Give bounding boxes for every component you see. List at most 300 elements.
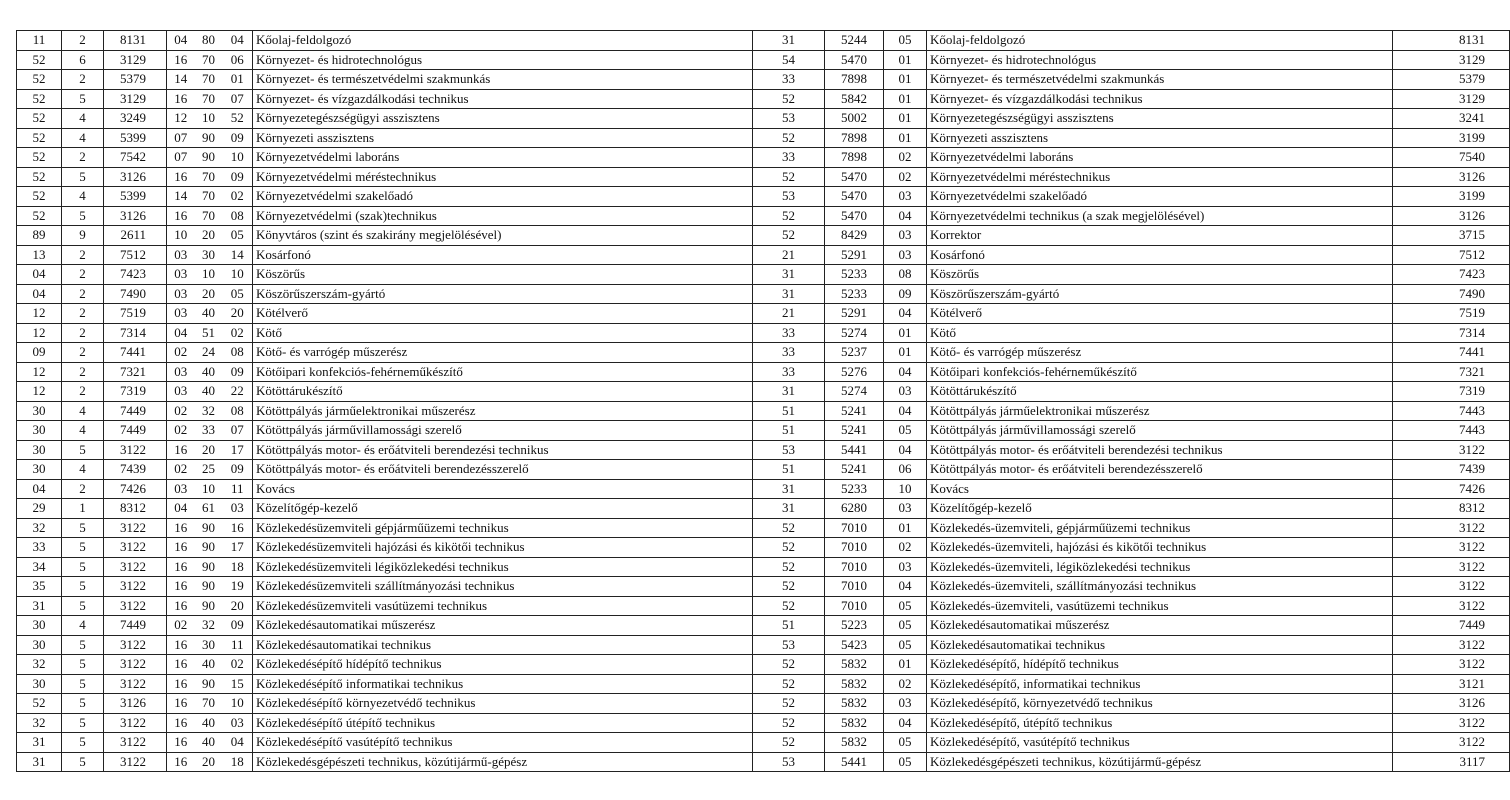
okj-code-cell: 5470 bbox=[825, 167, 884, 187]
group-code-cell: 31 bbox=[17, 752, 62, 772]
okj-occupation-name-cell: Környezetvédelmi laboráns bbox=[927, 148, 1393, 168]
sub-a-cell: 02 bbox=[167, 460, 195, 480]
okj-level-cell: 52 bbox=[753, 713, 825, 733]
feor-new-code-cell: 7490 bbox=[1393, 284, 1510, 304]
group-code-cell: 29 bbox=[17, 499, 62, 519]
sub-c-cell: 09 bbox=[223, 460, 253, 480]
occupation-name-cell: Közlekedésüzemviteli gépjárműüzemi technikus bbox=[253, 518, 753, 538]
sub-a-cell: 04 bbox=[167, 323, 195, 343]
okj-sub-cell: 03 bbox=[884, 226, 927, 246]
sub-c-cell: 03 bbox=[223, 713, 253, 733]
okj-code-cell: 5470 bbox=[825, 187, 884, 207]
occupation-name-cell: Közlekedésüzemviteli hajózási és kikötői technikus bbox=[253, 538, 753, 558]
group-code-cell: 30 bbox=[17, 635, 62, 655]
occupation-name-cell: Közlekedésépítő környezetvédő technikus bbox=[253, 694, 753, 714]
sub-c-cell: 06 bbox=[223, 50, 253, 70]
okj-occupation-name-cell: Közlekedésgépészeti technikus, közútijármű-gépész bbox=[927, 752, 1393, 772]
occupation-name-cell: Közlekedésépítő vasútépítő technikus bbox=[253, 733, 753, 753]
group-code-cell: 52 bbox=[17, 694, 62, 714]
group-code-cell: 04 bbox=[17, 265, 62, 285]
okj-sub-cell: 10 bbox=[884, 479, 927, 499]
level-code-cell: 5 bbox=[62, 713, 104, 733]
table-row bbox=[17, 421, 1510, 441]
okj-sub-cell: 01 bbox=[884, 343, 927, 363]
feor-code-cell: 3126 bbox=[104, 694, 167, 714]
okj-sub-cell: 02 bbox=[884, 674, 927, 694]
group-code-cell: 89 bbox=[17, 226, 62, 246]
sub-b-cell: 20 bbox=[195, 752, 223, 772]
okj-occupation-name-cell: Környezet- és természetvédelmi szakmunkás bbox=[927, 70, 1393, 90]
sub-c-cell: 22 bbox=[223, 382, 253, 402]
table-row bbox=[17, 674, 1510, 694]
table-row bbox=[17, 70, 1510, 90]
okj-sub-cell: 03 bbox=[884, 245, 927, 265]
table-row bbox=[17, 596, 1510, 616]
okj-code-cell: 5244 bbox=[825, 31, 884, 51]
group-code-cell: 04 bbox=[17, 284, 62, 304]
okj-code-cell: 7010 bbox=[825, 518, 884, 538]
okj-level-cell: 51 bbox=[753, 616, 825, 636]
level-code-cell: 5 bbox=[62, 655, 104, 675]
okj-level-cell: 31 bbox=[753, 265, 825, 285]
occupation-name-cell: Kötő- és varrógép műszerész bbox=[253, 343, 753, 363]
feor-new-code-cell: 3122 bbox=[1393, 440, 1510, 460]
group-code-cell: 12 bbox=[17, 362, 62, 382]
level-code-cell: 5 bbox=[62, 577, 104, 597]
feor-new-code-cell: 3122 bbox=[1393, 713, 1510, 733]
table-row bbox=[17, 557, 1510, 577]
sub-b-cell: 80 bbox=[195, 31, 223, 51]
occupation-name-cell: Kötöttpályás motor- és erőátviteli berendezésszerelő bbox=[253, 460, 753, 480]
feor-new-code-cell: 3122 bbox=[1393, 655, 1510, 675]
okj-code-cell: 5233 bbox=[825, 284, 884, 304]
occupation-name-cell: Kötöttárukészítő bbox=[253, 382, 753, 402]
okj-occupation-name-cell: Közlekedésautomatikai technikus bbox=[927, 635, 1393, 655]
group-code-cell: 52 bbox=[17, 109, 62, 129]
level-code-cell: 2 bbox=[62, 70, 104, 90]
table-row bbox=[17, 362, 1510, 382]
table-row bbox=[17, 713, 1510, 733]
okj-level-cell: 33 bbox=[753, 323, 825, 343]
sub-b-cell: 70 bbox=[195, 187, 223, 207]
okj-code-cell: 5237 bbox=[825, 343, 884, 363]
level-code-cell: 5 bbox=[62, 167, 104, 187]
okj-code-cell: 5241 bbox=[825, 401, 884, 421]
group-code-cell: 52 bbox=[17, 167, 62, 187]
feor-code-cell: 7423 bbox=[104, 265, 167, 285]
table-row bbox=[17, 460, 1510, 480]
sub-c-cell: 17 bbox=[223, 538, 253, 558]
occupation-name-cell: Köszörűs bbox=[253, 265, 753, 285]
okj-level-cell: 31 bbox=[753, 479, 825, 499]
sub-a-cell: 02 bbox=[167, 421, 195, 441]
feor-code-cell: 7449 bbox=[104, 616, 167, 636]
table-row bbox=[17, 109, 1510, 129]
sub-a-cell: 07 bbox=[167, 128, 195, 148]
okj-sub-cell: 09 bbox=[884, 284, 927, 304]
feor-code-cell: 3122 bbox=[104, 713, 167, 733]
okj-code-cell: 7898 bbox=[825, 70, 884, 90]
sub-c-cell: 09 bbox=[223, 167, 253, 187]
sub-c-cell: 14 bbox=[223, 245, 253, 265]
okj-level-cell: 52 bbox=[753, 577, 825, 597]
level-code-cell: 4 bbox=[62, 128, 104, 148]
okj-sub-cell: 05 bbox=[884, 752, 927, 772]
okj-sub-cell: 04 bbox=[884, 440, 927, 460]
sub-b-cell: 40 bbox=[195, 713, 223, 733]
group-code-cell: 31 bbox=[17, 733, 62, 753]
table-row bbox=[17, 31, 1510, 51]
okj-level-cell: 52 bbox=[753, 733, 825, 753]
table-row bbox=[17, 635, 1510, 655]
feor-code-cell: 3122 bbox=[104, 577, 167, 597]
feor-code-cell: 7314 bbox=[104, 323, 167, 343]
feor-code-cell: 7449 bbox=[104, 421, 167, 441]
okj-sub-cell: 06 bbox=[884, 460, 927, 480]
sub-b-cell: 20 bbox=[195, 226, 223, 246]
okj-code-cell: 5832 bbox=[825, 655, 884, 675]
okj-level-cell: 53 bbox=[753, 187, 825, 207]
feor-code-cell: 7426 bbox=[104, 479, 167, 499]
group-code-cell: 33 bbox=[17, 538, 62, 558]
sub-a-cell: 14 bbox=[167, 70, 195, 90]
feor-code-cell: 3122 bbox=[104, 655, 167, 675]
occupation-name-cell: Környezetvédelmi szakelőadó bbox=[253, 187, 753, 207]
feor-code-cell: 3122 bbox=[104, 440, 167, 460]
okj-sub-cell: 04 bbox=[884, 304, 927, 324]
sub-a-cell: 12 bbox=[167, 109, 195, 129]
sub-b-cell: 51 bbox=[195, 323, 223, 343]
sub-a-cell: 16 bbox=[167, 50, 195, 70]
sub-b-cell: 40 bbox=[195, 304, 223, 324]
level-code-cell: 4 bbox=[62, 616, 104, 636]
sub-a-cell: 16 bbox=[167, 440, 195, 460]
level-code-cell: 2 bbox=[62, 245, 104, 265]
table-row bbox=[17, 401, 1510, 421]
okj-occupation-name-cell: Közlekedésépítő, hídépítő technikus bbox=[927, 655, 1393, 675]
sub-b-cell: 90 bbox=[195, 148, 223, 168]
sub-a-cell: 16 bbox=[167, 518, 195, 538]
level-code-cell: 4 bbox=[62, 421, 104, 441]
okj-occupation-name-cell: Környezetvédelmi szakelőadó bbox=[927, 187, 1393, 207]
okj-level-cell: 52 bbox=[753, 655, 825, 675]
table-row bbox=[17, 577, 1510, 597]
feor-new-code-cell: 3129 bbox=[1393, 50, 1510, 70]
okj-code-cell: 5241 bbox=[825, 421, 884, 441]
occupation-name-cell: Kőolaj-feldolgozó bbox=[253, 31, 753, 51]
sub-c-cell: 19 bbox=[223, 577, 253, 597]
group-code-cell: 52 bbox=[17, 148, 62, 168]
okj-level-cell: 52 bbox=[753, 596, 825, 616]
table-row bbox=[17, 226, 1510, 246]
sub-c-cell: 18 bbox=[223, 752, 253, 772]
occupation-name-cell: Környezetvédelmi laboráns bbox=[253, 148, 753, 168]
sub-c-cell: 08 bbox=[223, 206, 253, 226]
group-code-cell: 13 bbox=[17, 245, 62, 265]
sub-a-cell: 16 bbox=[167, 752, 195, 772]
table-row bbox=[17, 694, 1510, 714]
okj-code-cell: 7898 bbox=[825, 128, 884, 148]
okj-level-cell: 52 bbox=[753, 128, 825, 148]
okj-code-cell: 5832 bbox=[825, 713, 884, 733]
occupation-name-cell: Közlekedésgépészeti technikus, közútijármű-gépész bbox=[253, 752, 753, 772]
okj-level-cell: 51 bbox=[753, 460, 825, 480]
feor-code-cell: 3126 bbox=[104, 167, 167, 187]
group-code-cell: 32 bbox=[17, 655, 62, 675]
table-row bbox=[17, 148, 1510, 168]
level-code-cell: 5 bbox=[62, 596, 104, 616]
feor-code-cell: 7439 bbox=[104, 460, 167, 480]
okj-occupation-name-cell: Közlekedésépítő, útépítő technikus bbox=[927, 713, 1393, 733]
okj-code-cell: 5441 bbox=[825, 440, 884, 460]
feor-new-code-cell: 7321 bbox=[1393, 362, 1510, 382]
okj-sub-cell: 02 bbox=[884, 167, 927, 187]
okj-code-cell: 6280 bbox=[825, 499, 884, 519]
group-code-cell: 04 bbox=[17, 479, 62, 499]
feor-code-cell: 7512 bbox=[104, 245, 167, 265]
table-row bbox=[17, 245, 1510, 265]
feor-code-cell: 5379 bbox=[104, 70, 167, 90]
level-code-cell: 2 bbox=[62, 479, 104, 499]
sub-a-cell: 03 bbox=[167, 362, 195, 382]
okj-level-cell: 52 bbox=[753, 89, 825, 109]
sub-a-cell: 03 bbox=[167, 382, 195, 402]
sub-a-cell: 02 bbox=[167, 401, 195, 421]
feor-new-code-cell: 7423 bbox=[1393, 265, 1510, 285]
okj-occupation-name-cell: Közlekedésépítő, vasútépítő technikus bbox=[927, 733, 1393, 753]
okj-code-cell: 5832 bbox=[825, 733, 884, 753]
occupation-name-cell: Közlekedésüzemviteli légiközlekedési technikus bbox=[253, 557, 753, 577]
okj-occupation-name-cell: Kovács bbox=[927, 479, 1393, 499]
table-row bbox=[17, 538, 1510, 558]
feor-code-cell: 3122 bbox=[104, 596, 167, 616]
okj-code-cell: 5832 bbox=[825, 674, 884, 694]
occupation-name-cell: Könyvtáros (szint és szakirány megjelölésével) bbox=[253, 226, 753, 246]
occupation-name-cell: Környezetegészségügyi asszisztens bbox=[253, 109, 753, 129]
okj-occupation-name-cell: Kötöttárukészítő bbox=[927, 382, 1393, 402]
okj-level-cell: 51 bbox=[753, 421, 825, 441]
sub-c-cell: 07 bbox=[223, 89, 253, 109]
okj-level-cell: 21 bbox=[753, 245, 825, 265]
okj-occupation-name-cell: Környezetvédelmi technikus (a szak megjelölésével) bbox=[927, 206, 1393, 226]
okj-occupation-name-cell: Kötő bbox=[927, 323, 1393, 343]
feor-new-code-cell: 7314 bbox=[1393, 323, 1510, 343]
sub-a-cell: 16 bbox=[167, 89, 195, 109]
okj-code-cell: 5842 bbox=[825, 89, 884, 109]
level-code-cell: 2 bbox=[62, 304, 104, 324]
okj-level-cell: 33 bbox=[753, 148, 825, 168]
okj-code-cell: 5002 bbox=[825, 109, 884, 129]
occupation-name-cell: Környezet- és vízgazdálkodási technikus bbox=[253, 89, 753, 109]
okj-level-cell: 53 bbox=[753, 109, 825, 129]
level-code-cell: 4 bbox=[62, 109, 104, 129]
occupation-name-cell: Közelítőgép-kezelő bbox=[253, 499, 753, 519]
sub-c-cell: 05 bbox=[223, 284, 253, 304]
feor-code-cell: 3122 bbox=[104, 752, 167, 772]
feor-code-cell: 3122 bbox=[104, 733, 167, 753]
feor-new-code-cell: 3121 bbox=[1393, 674, 1510, 694]
okj-sub-cell: 05 bbox=[884, 421, 927, 441]
okj-code-cell: 5274 bbox=[825, 323, 884, 343]
sub-b-cell: 70 bbox=[195, 89, 223, 109]
table-row bbox=[17, 50, 1510, 70]
okj-occupation-name-cell: Közlekedés-üzemviteli, szállítmányozási technikus bbox=[927, 577, 1393, 597]
okj-code-cell: 7010 bbox=[825, 596, 884, 616]
sub-a-cell: 16 bbox=[167, 713, 195, 733]
occupation-name-cell: Közlekedésüzemviteli szállítmányozási technikus bbox=[253, 577, 753, 597]
sub-c-cell: 20 bbox=[223, 304, 253, 324]
level-code-cell: 5 bbox=[62, 518, 104, 538]
occupation-code-table bbox=[16, 30, 1510, 772]
level-code-cell: 2 bbox=[62, 265, 104, 285]
okj-occupation-name-cell: Közlekedés-üzemviteli, vasútüzemi technikus bbox=[927, 596, 1393, 616]
sub-a-cell: 03 bbox=[167, 284, 195, 304]
okj-occupation-name-cell: Kötőipari konfekciós-fehérneműkészítő bbox=[927, 362, 1393, 382]
table-row bbox=[17, 304, 1510, 324]
sub-c-cell: 11 bbox=[223, 479, 253, 499]
table-row bbox=[17, 733, 1510, 753]
level-code-cell: 4 bbox=[62, 187, 104, 207]
okj-sub-cell: 02 bbox=[884, 538, 927, 558]
sub-b-cell: 20 bbox=[195, 284, 223, 304]
feor-code-cell: 3122 bbox=[104, 635, 167, 655]
okj-occupation-name-cell: Kötöttpályás motor- és erőátviteli berendezési technikus bbox=[927, 440, 1393, 460]
sub-c-cell: 10 bbox=[223, 694, 253, 714]
level-code-cell: 5 bbox=[62, 674, 104, 694]
okj-sub-cell: 03 bbox=[884, 187, 927, 207]
feor-new-code-cell: 7441 bbox=[1393, 343, 1510, 363]
level-code-cell: 5 bbox=[62, 635, 104, 655]
group-code-cell: 09 bbox=[17, 343, 62, 363]
okj-level-cell: 53 bbox=[753, 440, 825, 460]
okj-occupation-name-cell: Közlekedés-üzemviteli, gépjárműüzemi technikus bbox=[927, 518, 1393, 538]
feor-new-code-cell: 3122 bbox=[1393, 577, 1510, 597]
okj-code-cell: 5274 bbox=[825, 382, 884, 402]
sub-b-cell: 10 bbox=[195, 265, 223, 285]
sub-c-cell: 04 bbox=[223, 733, 253, 753]
sub-c-cell: 07 bbox=[223, 421, 253, 441]
group-code-cell: 30 bbox=[17, 421, 62, 441]
occupation-name-cell: Kötőipari konfekciós-fehérneműkészítő bbox=[253, 362, 753, 382]
feor-new-code-cell: 5379 bbox=[1393, 70, 1510, 90]
feor-new-code-cell: 3122 bbox=[1393, 557, 1510, 577]
sub-a-cell: 16 bbox=[167, 733, 195, 753]
sub-b-cell: 33 bbox=[195, 421, 223, 441]
sub-c-cell: 10 bbox=[223, 265, 253, 285]
okj-occupation-name-cell: Környezet- és vízgazdálkodási technikus bbox=[927, 89, 1393, 109]
feor-code-cell: 7542 bbox=[104, 148, 167, 168]
feor-code-cell: 3122 bbox=[104, 518, 167, 538]
occupation-name-cell: Környezet- és hidrotechnológus bbox=[253, 50, 753, 70]
feor-code-cell: 3122 bbox=[104, 557, 167, 577]
sub-b-cell: 90 bbox=[195, 128, 223, 148]
group-code-cell: 52 bbox=[17, 206, 62, 226]
okj-sub-cell: 04 bbox=[884, 713, 927, 733]
feor-code-cell: 8312 bbox=[104, 499, 167, 519]
okj-level-cell: 33 bbox=[753, 362, 825, 382]
table-row bbox=[17, 616, 1510, 636]
level-code-cell: 5 bbox=[62, 733, 104, 753]
feor-new-code-cell: 7319 bbox=[1393, 382, 1510, 402]
okj-level-cell: 52 bbox=[753, 674, 825, 694]
okj-sub-cell: 01 bbox=[884, 89, 927, 109]
level-code-cell: 2 bbox=[62, 323, 104, 343]
okj-sub-cell: 05 bbox=[884, 733, 927, 753]
okj-level-cell: 53 bbox=[753, 635, 825, 655]
sub-a-cell: 16 bbox=[167, 596, 195, 616]
sub-a-cell: 16 bbox=[167, 167, 195, 187]
level-code-cell: 4 bbox=[62, 401, 104, 421]
feor-code-cell: 8131 bbox=[104, 31, 167, 51]
sub-b-cell: 20 bbox=[195, 440, 223, 460]
sub-b-cell: 90 bbox=[195, 674, 223, 694]
level-code-cell: 5 bbox=[62, 440, 104, 460]
okj-level-cell: 52 bbox=[753, 538, 825, 558]
okj-level-cell: 31 bbox=[753, 284, 825, 304]
occupation-name-cell: Kovács bbox=[253, 479, 753, 499]
sub-a-cell: 10 bbox=[167, 226, 195, 246]
sub-c-cell: 04 bbox=[223, 31, 253, 51]
level-code-cell: 5 bbox=[62, 89, 104, 109]
okj-code-cell: 5423 bbox=[825, 635, 884, 655]
sub-c-cell: 02 bbox=[223, 187, 253, 207]
okj-occupation-name-cell: Kötő- és varrógép műszerész bbox=[927, 343, 1393, 363]
table-row bbox=[17, 265, 1510, 285]
okj-level-cell: 52 bbox=[753, 206, 825, 226]
occupation-name-cell: Környezeti asszisztens bbox=[253, 128, 753, 148]
okj-sub-cell: 03 bbox=[884, 557, 927, 577]
okj-level-cell: 52 bbox=[753, 226, 825, 246]
sub-c-cell: 01 bbox=[223, 70, 253, 90]
okj-sub-cell: 04 bbox=[884, 577, 927, 597]
occupation-name-cell: Köszörűszerszám-gyártó bbox=[253, 284, 753, 304]
okj-occupation-name-cell: Közelítőgép-kezelő bbox=[927, 499, 1393, 519]
feor-new-code-cell: 3126 bbox=[1393, 167, 1510, 187]
group-code-cell: 52 bbox=[17, 89, 62, 109]
okj-code-cell: 7010 bbox=[825, 577, 884, 597]
group-code-cell: 11 bbox=[17, 31, 62, 51]
sub-a-cell: 16 bbox=[167, 674, 195, 694]
sub-c-cell: 10 bbox=[223, 148, 253, 168]
okj-code-cell: 5470 bbox=[825, 206, 884, 226]
occupation-name-cell: Környezet- és természetvédelmi szakmunkás bbox=[253, 70, 753, 90]
okj-sub-cell: 01 bbox=[884, 109, 927, 129]
level-code-cell: 2 bbox=[62, 343, 104, 363]
level-code-cell: 2 bbox=[62, 362, 104, 382]
feor-code-cell: 3129 bbox=[104, 50, 167, 70]
okj-level-cell: 31 bbox=[753, 499, 825, 519]
table-row bbox=[17, 167, 1510, 187]
group-code-cell: 52 bbox=[17, 50, 62, 70]
sub-a-cell: 16 bbox=[167, 577, 195, 597]
level-code-cell: 2 bbox=[62, 148, 104, 168]
sub-c-cell: 18 bbox=[223, 557, 253, 577]
okj-sub-cell: 01 bbox=[884, 323, 927, 343]
sub-b-cell: 90 bbox=[195, 596, 223, 616]
okj-code-cell: 5223 bbox=[825, 616, 884, 636]
sub-c-cell: 20 bbox=[223, 596, 253, 616]
sub-a-cell: 03 bbox=[167, 479, 195, 499]
okj-code-cell: 5241 bbox=[825, 460, 884, 480]
okj-sub-cell: 03 bbox=[884, 694, 927, 714]
okj-code-cell: 7010 bbox=[825, 557, 884, 577]
okj-occupation-name-cell: Közlekedésautomatikai műszerész bbox=[927, 616, 1393, 636]
feor-code-cell: 7490 bbox=[104, 284, 167, 304]
sub-c-cell: 02 bbox=[223, 655, 253, 675]
okj-sub-cell: 01 bbox=[884, 518, 927, 538]
sub-b-cell: 70 bbox=[195, 50, 223, 70]
okj-sub-cell: 01 bbox=[884, 50, 927, 70]
